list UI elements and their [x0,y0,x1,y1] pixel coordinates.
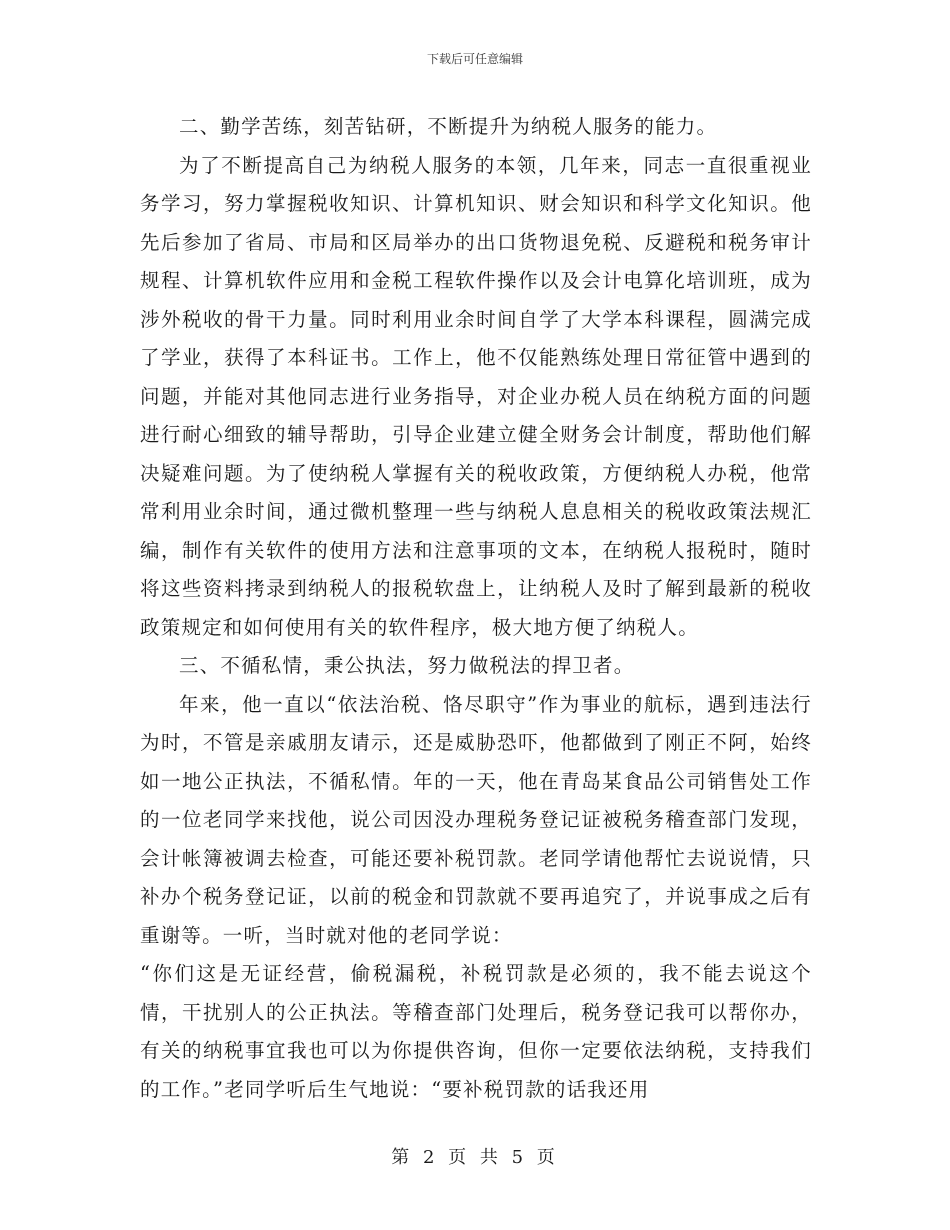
body-paragraph-quote: “你们这是无证经营，偷税漏税，补税罚款是必须的，我不能去说这个情，干扰别人的公正执法。等稽查部门处理后，税务登记我可以帮你办，有关的纳税事宜我也可以为你提供咨询，但你一定要依法纳税，支持我们的工作。”老同学听后生气地说：“要补税罚款的话我还用 [140,962,812,1101]
header-note: 下载后可任意编辑 [426,52,523,66]
body-paragraph: 为了不断提高自己为纳税人服务的本领，几年来，同志一直很重视业务学习，努力掌握税收知识、计算机知识、财会知识和科学文化知识。他先后参加了省局、市局和区局举办的出口货物退免税、反避税和税务审计规程、计算机软件应用和金税工程软件操作以及会计电算化培训班，成为涉外税收的骨干力量。同时利用业余时间自学了大学本科课程，圆满完成了学业，获得了本科证书。工作上，他不仅能熟练处理日常征管中遇到的问题，并能对其他同志进行业务指导，对企业办税人员在纳税方面的问题进行耐心细致的辅导帮助，引导企业建立健全财务会计制度，帮助他们解决疑难问题。为了使纳税人掌握有关的税收政策，方便纳税人办税，他常常利用业余时间，通过微机整理一些与纳税人息息相关的税收政策法规汇编，制作有关软件的使用方法和注意事项的文本，在纳税人报税时，随时将这些资料拷录到纳税人的报税软盘上，让纳税人及时了解到最新的税收政策规定和如何使用有关的软件程序，极大地方便了纳税人。 [140,153,812,639]
section-heading-2: 二、勤学苦练，刻苦钻研，不断提升为纳税人服务的能力。 [179,115,718,138]
page-number: 第 2 页 共 5 页 [391,1147,559,1168]
body-paragraph: 年来，他一直以“依法治税、恪尽职守”作为事业的航标，遇到违法行为时，不管是亲戚朋友请示，还是威胁恐吓，他都做到了刚正不阿，始终如一地公正执法，不循私情。年的一天，他在青岛某食品公司销售处工作的一位老同学来找他，说公司因没办理税务登记证被税务稽查部门发现，会计帐簿被调去检查，可能还要补税罚款。老同学请他帮忙去说说情，只补办个税务登记证，以前的税金和罚款就不要再追究了，并说事成之后有重谢等。一听，当时就对他的老同学说： [140,692,812,947]
document-body [140,108,812,1109]
section-heading-3: 三、不循私情，秉公执法，努力做税法的捍卫者。 [179,654,635,677]
